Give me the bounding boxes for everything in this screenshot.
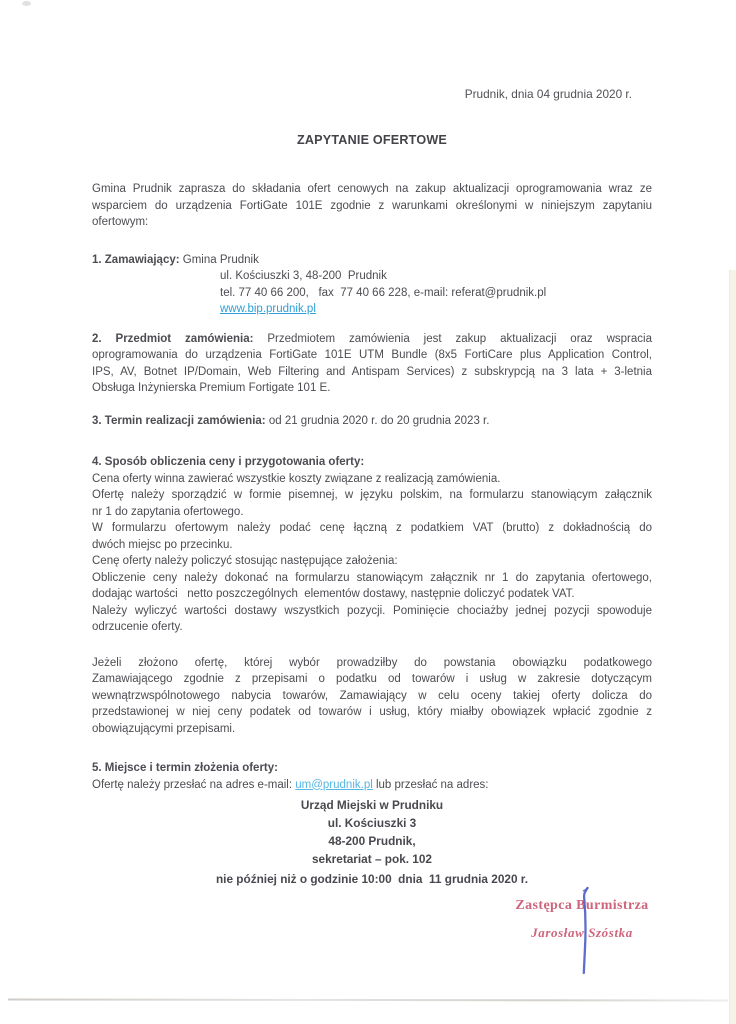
email-suffix: lub przesłać na adres: <box>372 778 489 791</box>
dateline: Prudnik, dnia 04 grudnia 2020 r. <box>464 87 632 101</box>
tax-line: obowiązującymi przepisami. <box>92 722 236 735</box>
price-calc-line: odrzucenie oferty. <box>92 621 183 633</box>
section3-label: 3. Termin realizacji zamówienia: <box>92 414 266 427</box>
submit-address-line: sekretariat – pok. 102 <box>311 852 432 866</box>
document-title: ZAPYTANIE OFERTOWE <box>296 132 448 147</box>
price-calc-line: Obliczenie ceny należy dokonać na formularzu stanowiącym załącznik nr 1 do zapytania ofertowego, <box>92 571 652 584</box>
price-calc-line: dwóch miejsc po przecinku. <box>92 538 233 551</box>
price-calc-line: Ofertę należy sporządzić w formie pisemnej, w języku polskim, na formularzu stanowiącym załącznik <box>92 489 652 501</box>
scan-smudge-artifact <box>22 1 31 6</box>
section-price-calculation <box>92 471 652 636</box>
stamp-signature-name: Jarosław Szóstka <box>531 925 633 940</box>
intro-paragraph <box>92 181 652 231</box>
price-calc-line: Cenę oferty należy policzyć stosując następujące założenia: <box>92 555 398 567</box>
term-line <box>92 413 652 430</box>
section-subject <box>92 331 652 397</box>
stamp-role: Zastępca Burmistrza <box>515 898 649 913</box>
submit-address-line: Urząd Miejski w Prudniku <box>300 798 444 812</box>
buyer-line <box>92 252 652 269</box>
subject-line: IPS, AV, Botnet IP/Domain, Web Filtering and Antispam Services) z subskrypcją na 3 lata + 3-letnia <box>92 365 652 378</box>
bip-website-link[interactable]: www.bip.prudnik.pl <box>220 303 316 315</box>
price-calc-line: nr 1 do zapytania ofertowego. <box>92 505 244 518</box>
submission-address-block <box>92 796 652 868</box>
tax-line: Zamawiającego zgodnie z przepisami o podatku od towarów i usług w zakresie dotyczącym <box>92 673 652 685</box>
buyer-website-line <box>92 301 652 318</box>
tax-line: przedstawionej w niej ceny podatek od towarów i usług, który miałby obowiązek wpłacić zgodnie z <box>92 706 652 718</box>
email-link[interactable]: um@prudnik.pl <box>295 778 373 791</box>
intro-line: Gmina Prudnik zaprasza do składania ofert cenowych na zakup aktualizacji oprogramowania wraz ze <box>92 183 652 195</box>
section-buyer <box>92 252 652 318</box>
section4-label: 4. Sposób obliczenia ceny i przygotowania oferty: <box>92 456 365 468</box>
document-content <box>92 0 652 888</box>
buyer-name: Gmina Prudnik <box>179 253 259 266</box>
email-prefix: Ofertę należy przesłać na adres e-mail: <box>92 778 296 791</box>
subject-line: oprogramowania do urządzenia FortiGate 101E UTM Bundle (8x5 FortiCare plus Application Control, <box>92 349 652 361</box>
intro-line: wsparciem do urządzenia FortiGate 101E zgodnie z warunkami określonymi w niniejszym zapytaniu <box>92 199 652 212</box>
price-calc-line: dodając wartości netto poszczególnych elementów dostawy, następnie doliczyć podatek VAT. <box>92 588 575 600</box>
pen-signature-stroke <box>572 886 598 976</box>
scan-artifact-line <box>8 998 728 1001</box>
buyer-contact: tel. 77 40 66 200, fax 77 40 66 228, e-mail: referat@prudnik.pl <box>220 286 547 299</box>
tax-line: wewnątrzwspólnotowego nabycia towarów, Zamawiający w celu oceny takiej oferty dolicza do <box>92 689 652 702</box>
subject-line: Obsługa Inżynierska Premium Fortigate 101 E. <box>92 382 331 394</box>
subject-text: Przedmiotem zamówienia jest zakup aktualizacji oraz wspracia <box>253 332 652 345</box>
section1-label: 1. Zamawiający: <box>92 253 180 266</box>
tax-paragraph <box>92 655 652 738</box>
submit-address-line: 48-200 Prudnik, <box>328 834 416 848</box>
submission-email-line <box>92 777 652 794</box>
section-deadline-term <box>92 413 652 430</box>
price-calc-line: Należy wyliczyć wartości dostawy wszystkich pozycji. Pominięcie chociażby jednej pozycji spowoduje <box>92 604 652 617</box>
buyer-address: ul. Kościuszki 3, 48-200 Prudnik <box>220 270 387 282</box>
term-value: od 21 grudnia 2020 r. do 20 grudnia 2023 r. <box>265 414 490 427</box>
page-edge-shadow <box>729 270 736 1024</box>
price-calc-line: W formularzu ofertowym należy podać cenę łączną z podatkiem VAT (brutto) z dokładnością do <box>92 522 652 534</box>
price-calc-line: Cena oferty winna zawierać wszystkie koszty związane z realizacją zamówienia. <box>92 472 501 485</box>
section-submission <box>92 760 652 888</box>
section5-label: 5. Miejsce i termin złożenia oferty: <box>92 762 278 774</box>
submission-deadline: nie później niż o godzinie 10:00 dnia 11 grudnia 2020 r. <box>215 872 529 886</box>
submit-address-line: ul. Kościuszki 3 <box>327 816 417 830</box>
subject-line <box>92 331 652 348</box>
section2-label: 2. Przedmiot zamówienia: <box>92 332 254 345</box>
tax-line: Jeżeli złożono ofertę, której wybór prowadziłby do powstania obowiązku podatkowego <box>92 656 652 669</box>
intro-line: ofertowym: <box>92 216 149 228</box>
